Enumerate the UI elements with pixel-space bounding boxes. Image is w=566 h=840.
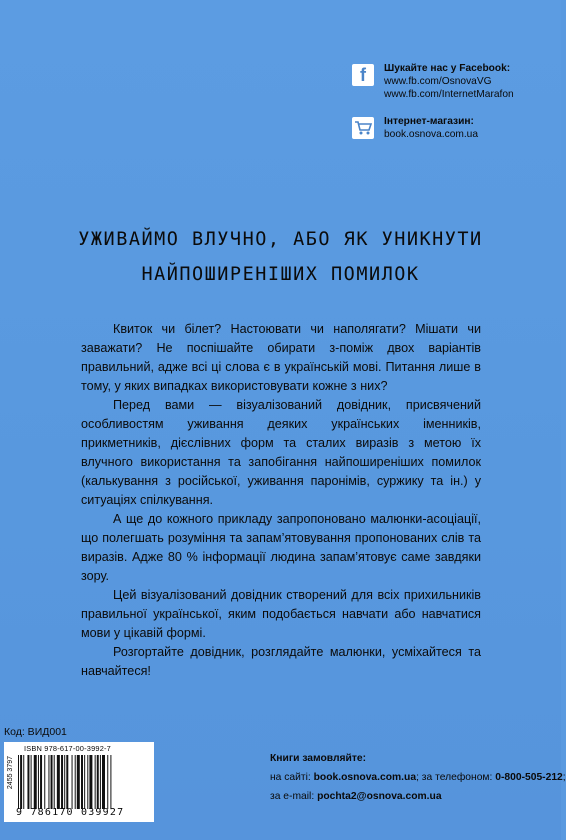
facebook-link-marafon[interactable]: www.fb.com/InternetMarafon — [384, 89, 514, 100]
product-code: Код: ВИД001 — [4, 726, 67, 738]
paragraph-4: Цей візуалізований довідник створений для всіх прихильників правильної української, яким подобається навчати або навчатися мови у цікавій формі. — [81, 588, 481, 640]
shop-text — [384, 115, 478, 141]
barcode-bar — [38, 755, 39, 809]
paragraph-2: Перед вами — візуалізований довідник, присвячений особливостям уживання деяких українських іменників, прикметників, дієслівних форм та сталих виразів з метою їх влучного використання та запобігання найпоширеніших помилок (калькування з російської, уживання паронімів, суржику та ін.) у ситуаціях спілкування. — [81, 398, 481, 507]
order-phone[interactable]: 0-800-505-212 — [495, 772, 563, 783]
barcode-bar — [72, 755, 73, 809]
book-title-heading — [60, 222, 501, 292]
barcode-side-number: 2455 3797 — [7, 756, 14, 790]
barcode-bar — [66, 755, 68, 809]
barcode-bar — [34, 755, 37, 809]
barcode-bar — [64, 755, 65, 809]
description — [81, 320, 481, 681]
barcode-bar — [100, 755, 101, 809]
barcode-bar — [48, 755, 49, 809]
barcode-bar — [44, 755, 45, 809]
order-info — [270, 749, 566, 806]
barcode-bar — [20, 755, 22, 809]
barcode-bar — [31, 755, 32, 809]
isbn-number: ISBN 978-617-00-3992-7 — [24, 744, 111, 753]
barcode-bar — [75, 755, 76, 809]
order-email[interactable]: pochta2@osnova.com.ua — [317, 791, 442, 802]
facebook-row — [352, 62, 552, 101]
barcode-bar — [110, 755, 111, 809]
facebook-link-osnova[interactable]: www.fb.com/OsnovaVG — [384, 76, 492, 87]
shop-heading: Інтернет-магазин: — [384, 116, 474, 127]
paragraph-3: А ще до кожного прикладу запропоновано малюнки-асоціації, що полегшать розуміння та запам’ятовування пропонованих слів та виразів. Адже 80 % інформації людина запам’ятовує саме завдяки зору. — [81, 512, 481, 583]
heading-line-2: НАЙПОШИРЕНІШИХ ПОМИЛОК — [141, 264, 420, 285]
barcode-bar — [18, 755, 19, 809]
barcode-bar — [84, 755, 85, 809]
barcode-bar — [87, 755, 88, 809]
phone-prefix: ; за телефоном: — [416, 772, 496, 783]
heading-line-1: УЖИВАЙМО ВЛУЧНО, АБО ЯК УНИКНУТИ — [78, 229, 483, 250]
paragraph-1: Квиток чи білет? Настоювати чи наполягати? Мішати чи заважати? Не поспішайте обирати з-поміж двох варіантів правильний, адже всі ці слова є в українській мові. Питання лише в тому, у яких випадках використовувати кожне з них? — [81, 322, 481, 393]
barcode-bar — [61, 755, 63, 809]
barcode-bar — [107, 755, 108, 809]
order-heading: Книги замовляйте: — [270, 753, 367, 764]
barcode-bar — [51, 755, 53, 809]
barcode-bars — [18, 755, 150, 809]
shop-link[interactable]: book.osnova.com.ua — [384, 129, 479, 140]
shopping-cart-icon — [352, 117, 374, 139]
facebook-text — [384, 62, 514, 101]
shop-row — [352, 115, 552, 141]
barcode-bar — [81, 755, 83, 809]
paragraph-5: Розгортайте довідник, розглядайте малюнки, усміхайтеся та навчайтеся! — [81, 645, 481, 678]
barcode-bar — [27, 755, 29, 809]
barcode-bar — [54, 755, 55, 809]
barcode-bar — [40, 755, 42, 809]
ean-number: 9 786170 039927 — [16, 807, 125, 818]
barcode-bar — [95, 755, 96, 809]
email-prefix: за e-mail: — [270, 791, 318, 802]
social-block — [352, 62, 552, 155]
site-prefix: на сайті: — [270, 772, 314, 783]
order-site-line — [270, 768, 566, 787]
barcode-bar — [77, 755, 80, 809]
facebook-icon: f — [352, 64, 374, 86]
barcode-bar — [89, 755, 92, 809]
isbn-barcode — [4, 742, 154, 822]
barcode-bar — [102, 755, 105, 809]
barcode-bar — [57, 755, 60, 809]
order-email-line — [270, 787, 560, 806]
order-site-link[interactable]: book.osnova.com.ua — [313, 772, 417, 783]
facebook-heading: Шукайте нас у Facebook: — [384, 63, 511, 74]
barcode-bar — [23, 755, 24, 809]
phone-suffix: ; — [562, 772, 566, 783]
barcode-bar — [97, 755, 99, 809]
